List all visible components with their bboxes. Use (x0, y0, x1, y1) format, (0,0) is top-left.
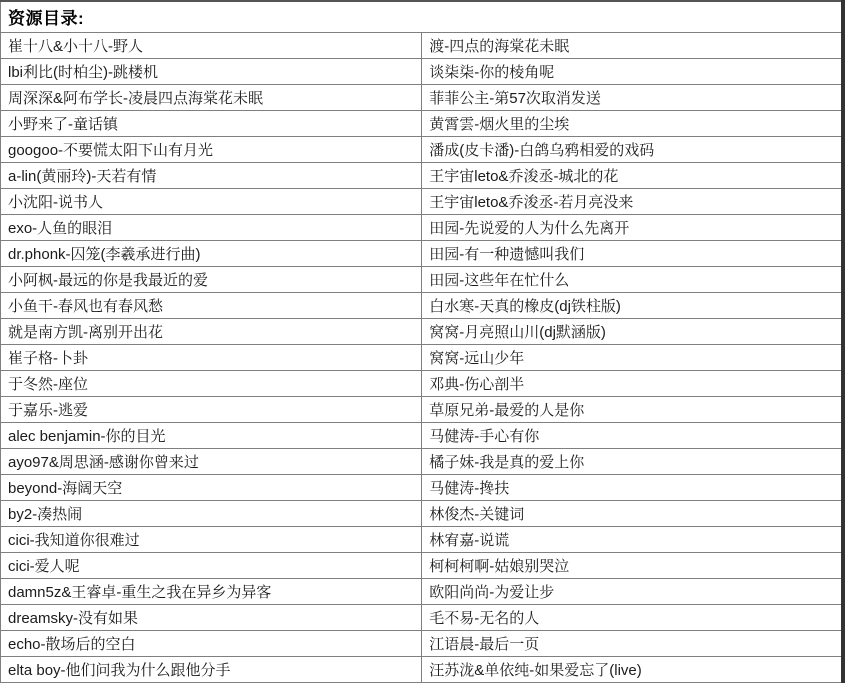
song-cell-right: 欧阳尚尚-为爱让步 (422, 579, 843, 605)
table-row (1, 85, 844, 111)
song-cell-right: 窝窝-远山少年 (422, 345, 843, 371)
song-cell-left: cici-爱人呢 (1, 553, 422, 579)
table-row (1, 423, 844, 449)
table-row (1, 189, 844, 215)
table-row (1, 579, 844, 605)
song-cell-left: elta boy-他们问我为什么跟他分手 (1, 657, 422, 683)
table-row (1, 267, 844, 293)
table-row (1, 371, 844, 397)
table-row (1, 345, 844, 371)
song-cell-left: 小阿枫-最远的你是我最近的爱 (1, 267, 422, 293)
table-row (1, 605, 844, 631)
table-row (1, 501, 844, 527)
table-row (1, 553, 844, 579)
song-cell-left: 小鱼干-春风也有春风愁 (1, 293, 422, 319)
song-cell-left: 小野来了-童话镇 (1, 111, 422, 137)
song-cell-right: 汪苏泷&单依纯-如果爱忘了(live) (422, 657, 843, 683)
song-cell-right: 马健涛-手心有你 (422, 423, 843, 449)
song-cell-left: 崔子格-卜卦 (1, 345, 422, 371)
song-cell-right: 橘子妹-我是真的爱上你 (422, 449, 843, 475)
table-row (1, 215, 844, 241)
song-cell-right: 潘成(皮卡潘)-白鸽乌鸦相爱的戏码 (422, 137, 843, 163)
table-row (1, 475, 844, 501)
song-cell-right: 王宇宙leto&乔浚丞-若月亮没来 (422, 189, 843, 215)
page-title: 资源目录: (1, 1, 844, 33)
song-cell-left: 就是南方凯-离别开出花 (1, 319, 422, 345)
table-row (1, 293, 844, 319)
song-cell-right: 林宥嘉-说谎 (422, 527, 843, 553)
song-cell-right: 黄霄雲-烟火里的尘埃 (422, 111, 843, 137)
song-cell-right: 草原兄弟-最爱的人是你 (422, 397, 843, 423)
table-row (1, 527, 844, 553)
title-row (1, 1, 844, 33)
song-cell-right: 白水寒-天真的橡皮(dj铁柱版) (422, 293, 843, 319)
song-cell-right: 王宇宙leto&乔浚丞-城北的花 (422, 163, 843, 189)
song-cell-left: by2-凑热闹 (1, 501, 422, 527)
song-cell-right: 柯柯柯啊-姑娘别哭泣 (422, 553, 843, 579)
table-row (1, 631, 844, 657)
song-cell-right: 马健涛-搀扶 (422, 475, 843, 501)
table-row (1, 319, 844, 345)
song-cell-left: a-lin(黄丽玲)-天若有情 (1, 163, 422, 189)
song-cell-right: 田园-这些年在忙什么 (422, 267, 843, 293)
table-row (1, 33, 844, 59)
song-cell-right: 菲菲公主-第57次取消发送 (422, 85, 843, 111)
song-cell-right: 田园-先说爱的人为什么先离开 (422, 215, 843, 241)
song-cell-left: 于嘉乐-逃爱 (1, 397, 422, 423)
song-cell-left: echo-散场后的空白 (1, 631, 422, 657)
song-cell-right: 渡-四点的海棠花未眠 (422, 33, 843, 59)
song-cell-left: exo-人鱼的眼泪 (1, 215, 422, 241)
song-cell-right: 林俊杰-关键词 (422, 501, 843, 527)
table-row (1, 241, 844, 267)
song-cell-left: 于冬然-座位 (1, 371, 422, 397)
song-cell-left: ayo97&周思涵-感谢你曾来过 (1, 449, 422, 475)
table-row (1, 137, 844, 163)
song-cell-left: dreamsky-没有如果 (1, 605, 422, 631)
song-cell-left: beyond-海阔天空 (1, 475, 422, 501)
song-cell-left: 周深深&阿布学长-凌晨四点海棠花未眠 (1, 85, 422, 111)
song-cell-right: 邓典-伤心剖半 (422, 371, 843, 397)
song-cell-right: 毛不易-无名的人 (422, 605, 843, 631)
table-body (1, 33, 844, 683)
song-cell-left: dr.phonk-囚笼(李羲承进行曲) (1, 241, 422, 267)
table-row (1, 111, 844, 137)
song-cell-right: 江语晨-最后一页 (422, 631, 843, 657)
song-cell-left: 小沈阳-说书人 (1, 189, 422, 215)
table-row (1, 163, 844, 189)
song-cell-left: 崔十八&小十八-野人 (1, 33, 422, 59)
song-cell-right: 谈柒柒-你的棱角呢 (422, 59, 843, 85)
table-row (1, 59, 844, 85)
song-cell-left: lbi利比(时柏尘)-跳楼机 (1, 59, 422, 85)
song-cell-left: damn5z&王睿卓-重生之我在异乡为异客 (1, 579, 422, 605)
song-cell-left: cici-我知道你很难过 (1, 527, 422, 553)
table-row (1, 397, 844, 423)
table-row (1, 449, 844, 475)
song-cell-left: alec benjamin-你的目光 (1, 423, 422, 449)
song-cell-right: 窝窝-月亮照山川(dj默涵版) (422, 319, 843, 345)
table-row (1, 657, 844, 683)
song-cell-right: 田园-有一种遗憾叫我们 (422, 241, 843, 267)
song-cell-left: googoo-不要慌太阳下山有月光 (1, 137, 422, 163)
